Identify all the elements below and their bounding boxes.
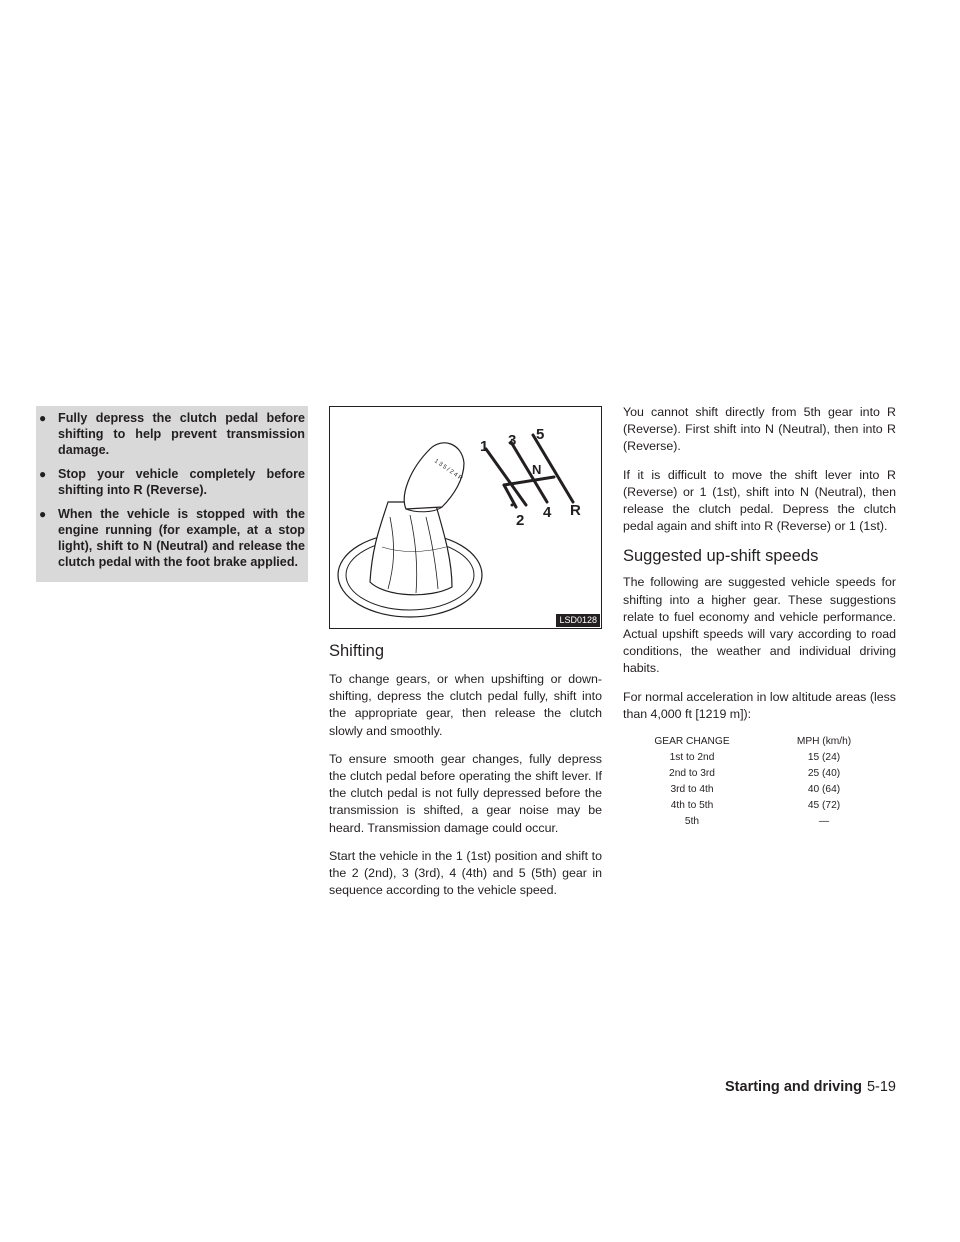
caution-item: ● Fully depress the clutch pedal before shifting to help prevent transmission damage.: [39, 411, 305, 457]
gear-shift-illustration: [330, 407, 603, 630]
table-cell: 25 (40): [807, 768, 841, 780]
table-cell: 15 (24): [807, 752, 841, 764]
section-heading-upshift: Suggested up-shift speeds: [623, 547, 819, 566]
table-cell: 2nd to 3rd: [669, 768, 715, 780]
knob-marking: 1 3 5 / 2 4 R: [433, 458, 464, 482]
bullet-icon: ●: [39, 507, 47, 521]
table-row: [623, 782, 887, 798]
upshift-speed-table: [623, 734, 887, 830]
figure-code: LSD0128: [556, 614, 600, 627]
table-row: [623, 814, 887, 830]
section-heading-shifting: Shifting: [329, 642, 385, 660]
paragraph: For normal acceleration in low altitude areas (less than 4,000 ft [1219 m]):: [623, 689, 896, 721]
caution-list: [39, 410, 305, 570]
paragraph: Start the vehicle in the 1 (1st) position and shift to the 2 (2nd), 3 (3rd), 4 (4th) and 5 (5th) gear in sequence according to the vehicle speed.: [329, 848, 602, 898]
right-column: [623, 406, 896, 830]
table-cell: 45 (72): [807, 800, 841, 812]
section-title: Starting and driving: [725, 1079, 862, 1095]
page-footer: [725, 1078, 896, 1096]
table-cell: 1st to 2nd: [669, 752, 715, 764]
gear-label: 5: [536, 426, 545, 443]
gear-label: 2: [516, 512, 525, 529]
page-number: 5-19: [866, 1079, 896, 1095]
bullet-icon: ●: [39, 467, 47, 481]
gear-label: 3: [508, 432, 517, 449]
table-cell: 3rd to 4th: [670, 784, 714, 796]
shift-pattern-figure: [329, 406, 602, 629]
paragraph: To ensure smooth gear changes, fully depress the clutch pedal before operating the shift lever. If the clutch pedal is not fully depressed before the transmission is shifted, a gear noise may be heard. Transmission damage could occur.: [329, 751, 602, 835]
table-row: [623, 766, 887, 782]
gear-label: N: [532, 462, 542, 477]
table-header-row: [623, 734, 887, 750]
table-row: [623, 798, 887, 814]
table-cell: 5th: [684, 816, 700, 828]
table-row: [623, 750, 887, 766]
caution-item: ● When the vehicle is stopped with the engine running (for example, at a stop light), shift to N (Neutral) and release the clutch pedal with the foot brake applied.: [39, 507, 305, 569]
column-header: GEAR CHANGE: [654, 736, 730, 748]
bullet-icon: ●: [39, 411, 47, 425]
gear-label: R: [570, 502, 581, 519]
left-column: [36, 406, 308, 582]
gear-label: 4: [543, 504, 552, 521]
column-header: MPH (km/h): [796, 736, 852, 748]
paragraph: You cannot shift directly from 5th gear into R (Reverse). First shift into N (Neutral), then into R (Reverse).: [623, 405, 896, 454]
paragraph: The following are suggested vehicle speeds for shifting into a higher gear. These suggestions relate to fuel economy and vehicle performance. Actual upshift speeds will vary according to road conditions, the weather and individual driving habits.: [623, 575, 896, 676]
table-cell: —: [818, 816, 830, 828]
middle-column: [329, 406, 602, 910]
gear-label: 1: [480, 438, 489, 455]
table-cell: 40 (64): [807, 784, 841, 796]
paragraph: To change gears, or when upshifting or down-shifting, depress the clutch pedal fully, shift into the appropriate gear, then release the clutch slowly and smoothly.: [329, 672, 602, 738]
table-cell: 4th to 5th: [670, 800, 714, 812]
caution-box: [36, 406, 308, 582]
caution-item: ● Stop your vehicle completely before shifting into R (Reverse).: [39, 467, 305, 497]
paragraph: If it is difficult to move the shift lever into R (Reverse) or 1 (1st), shift into N (Neutral), then release the clutch pedal. Depress the clutch pedal again and shift into R (Reverse) or 1 (1st).: [623, 467, 896, 534]
